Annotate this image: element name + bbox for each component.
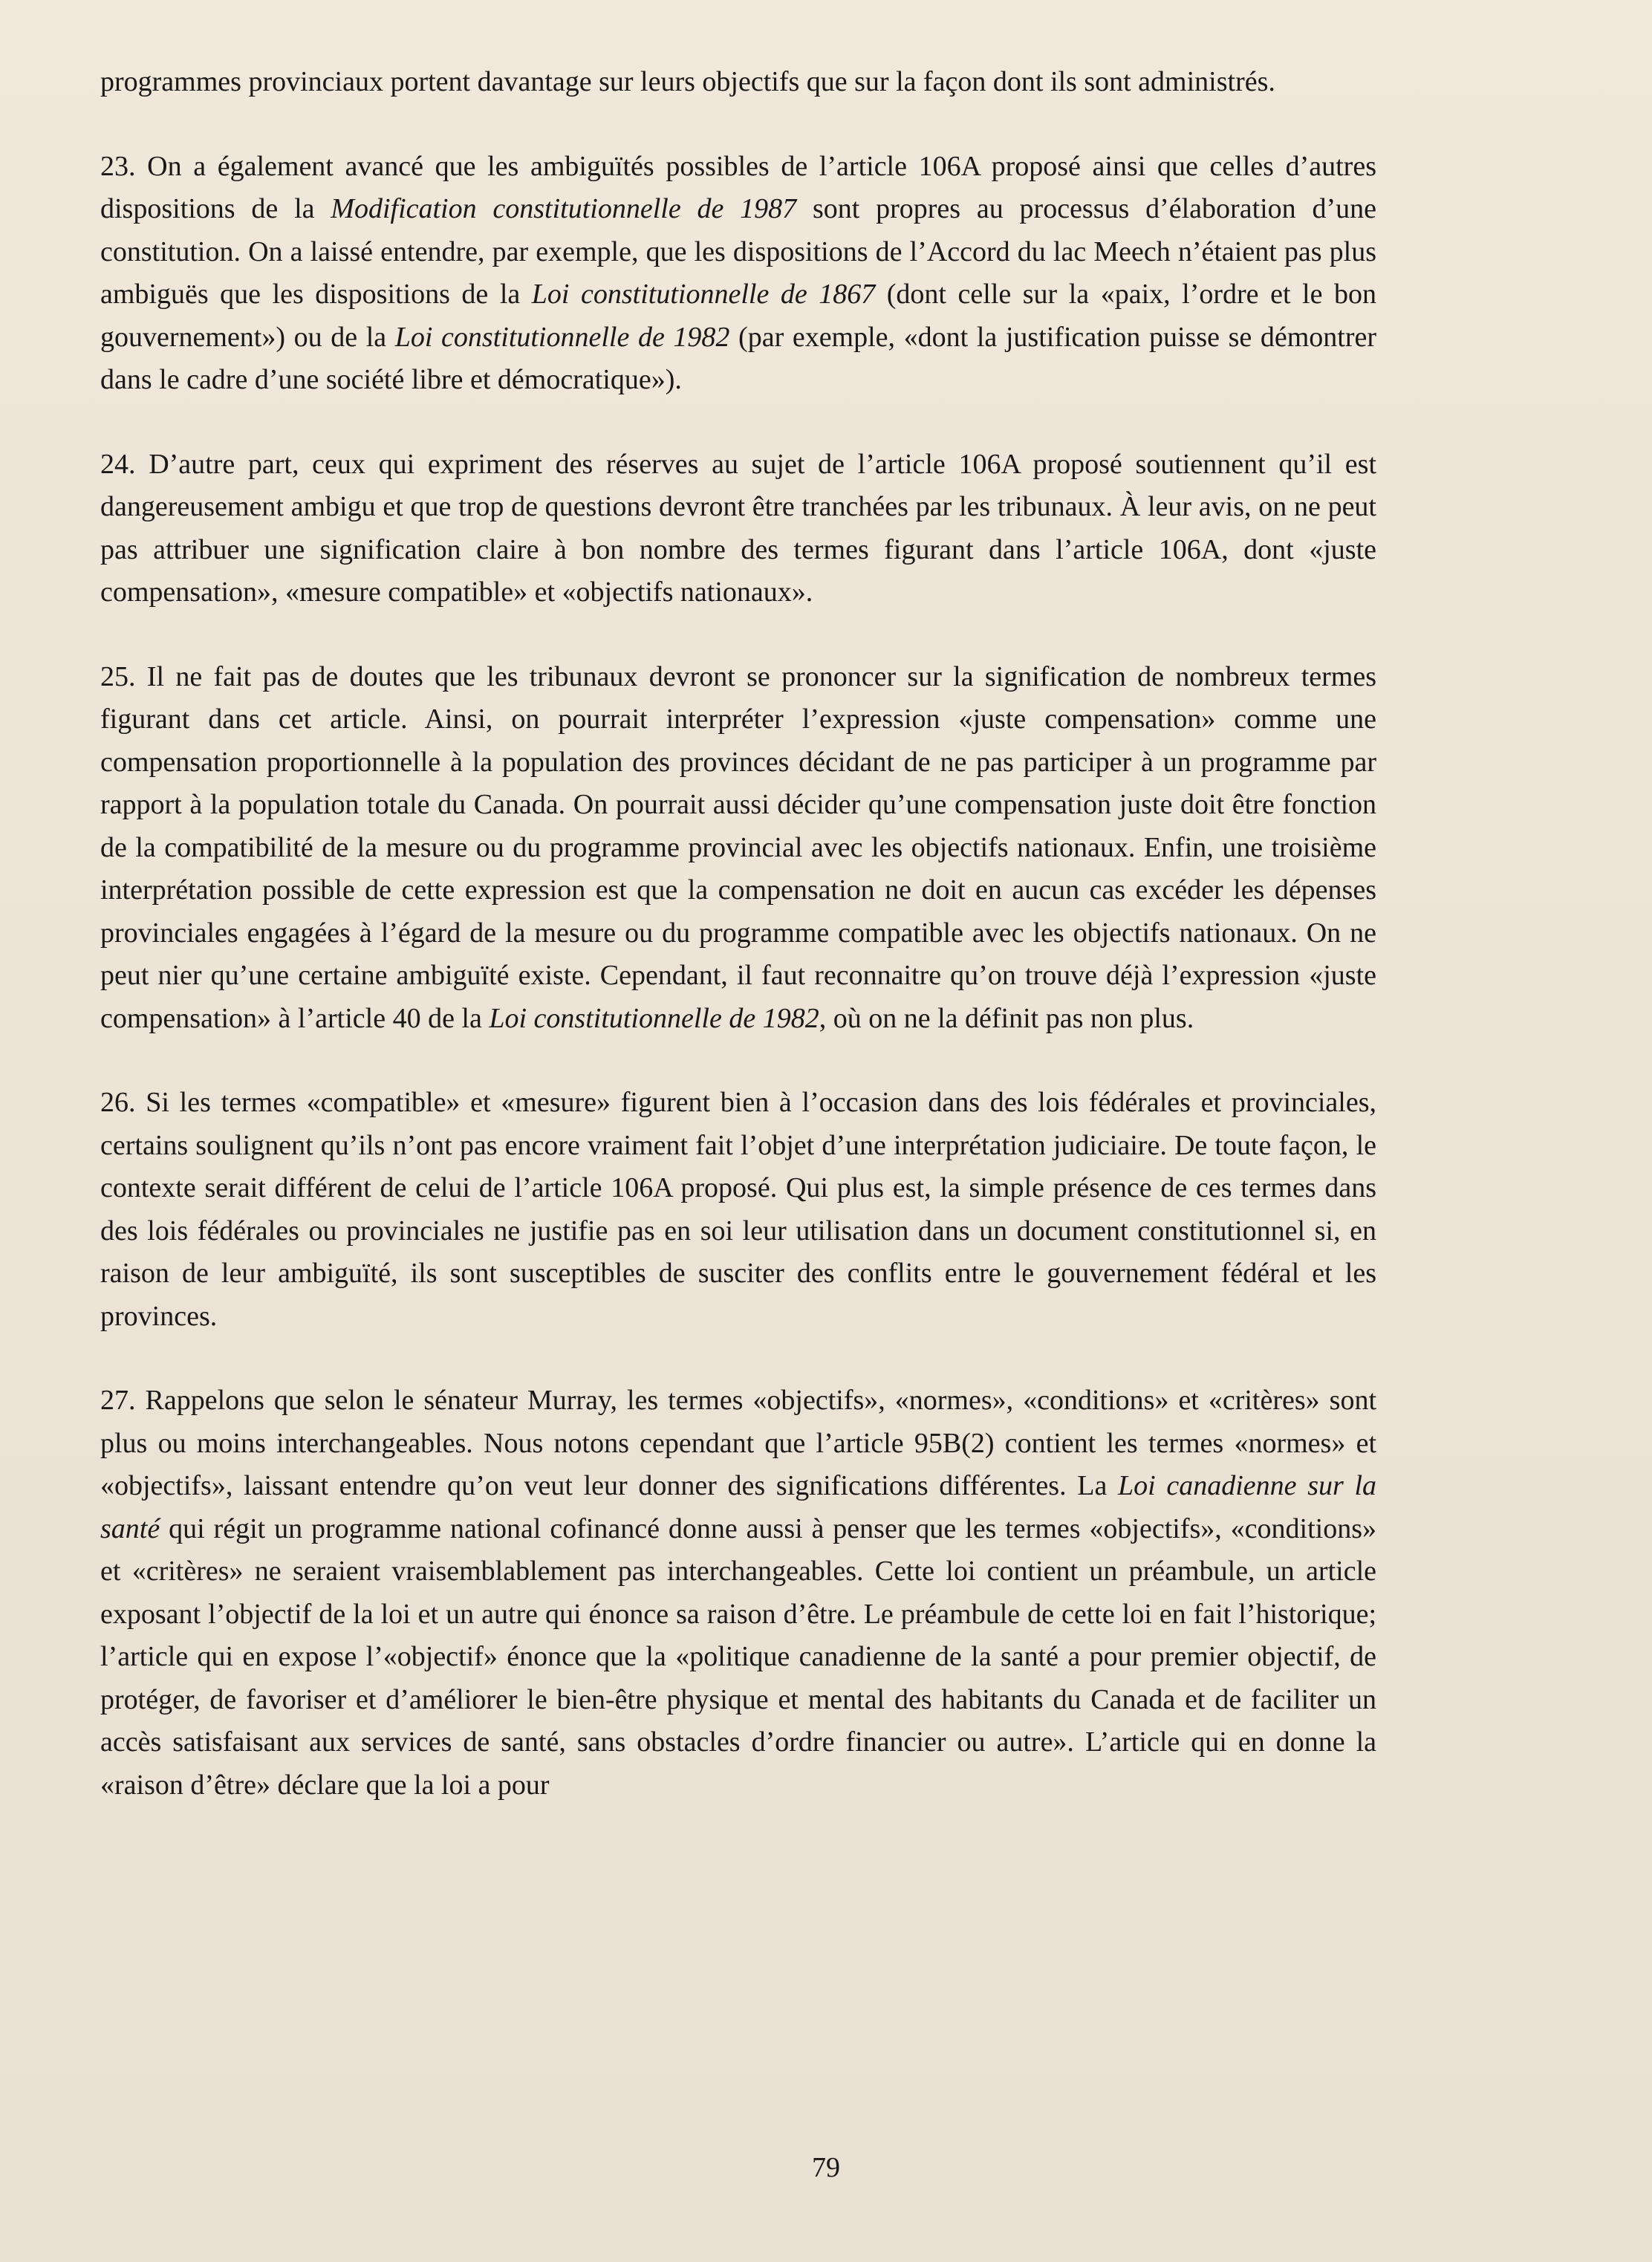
paragraph xyxy=(100,656,1376,1041)
text-run: Si les termes «compatible» et «mesure» figurent bien à l’occasion dans des lois fédérales et provinciales, certains soulignent qu’ils n’ont pas encore vraiment fait l’objet d’une interprétation judiciaire. De toute façon, le contexte serait différent de celui de l’article 106A proposé. Qui plus est, la simple présence de ces termes dans des lois fédérales ou provinciales ne justifie pas en soi leur utilisation dans un document constitutionnel si, en raison de leur ambiguïté, ils sont susceptibles de susciter des conflits entre le gouvernement fédéral et les provinces. xyxy=(100,1087,1377,1332)
paragraph-number: 24. xyxy=(100,448,149,480)
text-run: (par exemple, «dont la justification puisse se démontrer dans le cadre d’une société libre et démocratique»). xyxy=(100,321,1377,395)
text-run: On a également avancé que les ambiguïtés possibles de l’article 106A proposé ainsi que celles d’autres dispositions de la xyxy=(100,150,1376,224)
body-text xyxy=(100,61,1376,1848)
page-number: 79 xyxy=(812,2152,840,2183)
italic-title: Loi constitutionnelle de 1982 xyxy=(394,321,730,353)
paragraph xyxy=(100,1082,1376,1338)
paragraph-number: 26. xyxy=(100,1087,146,1118)
paragraph xyxy=(100,61,1376,104)
text-run: (dont celle sur la «paix, l’ordre et le bon gouvernement») ou de la xyxy=(100,279,1376,353)
text-run: , où on ne la définit pas non plus. xyxy=(819,1002,1194,1034)
paragraph-number: 23. xyxy=(100,150,148,182)
italic-title: Loi canadienne sur la santé xyxy=(100,1470,1377,1544)
italic-title: Modification constitutionnelle de 1987 xyxy=(331,193,797,224)
text-run: sont propres au processus d’élaboration d’une constitution. On a laissé entendre, par exemple, que les dispositions de l’Accord du lac Meech n’étaient pas plus ambiguës que les dispositions de la xyxy=(100,193,1377,310)
text-run: qui régit un programme national cofinancé donne aussi à penser que les termes «objectifs», «conditions» et «critères» ne seraient vraisemblablement pas interchangeables. Cette loi contient un préambule, un article exposant l’objectif de la loi et un autre qui énonce sa raison d’être. Le préambule de cette loi en fait l’historique; l’article qui en expose l’«objectif» énonce que la «politique canadienne de la santé a pour premier objectif, de protéger, de favoriser et d’améliorer le bien-être physique et mental des habitants du Canada et de faciliter un accès satisfaisant aux services de santé, sans obstacles d’ordre financier ou autre». L’article qui en donne la «raison d’être» déclare que la loi a pour xyxy=(100,1512,1376,1801)
text-run: Rappelons que selon le sénateur Murray, les termes «objectifs», «normes», «conditions» et «critères» sont plus ou moins interchangeables. Nous notons cependant que l’article 95B(2) contient les termes «normes» et «objectifs», laissant entendre qu’on veut leur donner des significations différentes. La xyxy=(100,1385,1376,1501)
paragraph xyxy=(100,1379,1376,1807)
text-run: D’autre part, ceux qui expriment des réserves au sujet de l’article 106A proposé soutiennent qu’il est dangereusement ambigu et que trop de questions devront être tranchées par les tribunaux. À leur avis, on ne peut pas attribuer une signification claire à bon nombre des termes figurant dans l’article 106A, dont «juste compensation», «mesure compatible» et «objectifs nationaux». xyxy=(100,448,1377,608)
paragraph-number: 25. xyxy=(100,660,147,692)
paragraph xyxy=(100,443,1376,614)
paragraph xyxy=(100,146,1376,402)
paragraph-number: 27. xyxy=(100,1385,146,1416)
text-run: Il ne fait pas de doutes que les tribunaux devront se prononcer sur la signification de nombreux termes figurant dans cet article. Ainsi, on pourrait interpréter l’expression «juste compensation» comme une compensation proportionnelle à la population des provinces décidant de ne pas participer à un programme par rapport à la population totale du Canada. On pourrait aussi décider qu’une compensation juste doit être fonction de la compatibilité de la mesure ou du programme provincial avec les objectifs nationaux. Enfin, une troisième interprétation possible de cette expression est que la compensation ne doit en aucun cas excéder les dépenses provinciales engagées à l’égard de la mesure ou du programme compatible avec les objectifs nationaux. On ne peut nier qu’une certaine ambiguïté existe. Cependant, il faut reconnaitre qu’on trouve déjà l’expression «juste compensation» à l’article 40 de la xyxy=(100,660,1377,1034)
text-run: programmes provinciaux portent davantage sur leurs objectifs que sur la façon dont ils sont administrés. xyxy=(100,66,1275,97)
italic-title: Loi constitutionnelle de 1982 xyxy=(489,1002,819,1034)
italic-title: Loi constitutionnelle de 1867 xyxy=(531,279,876,310)
